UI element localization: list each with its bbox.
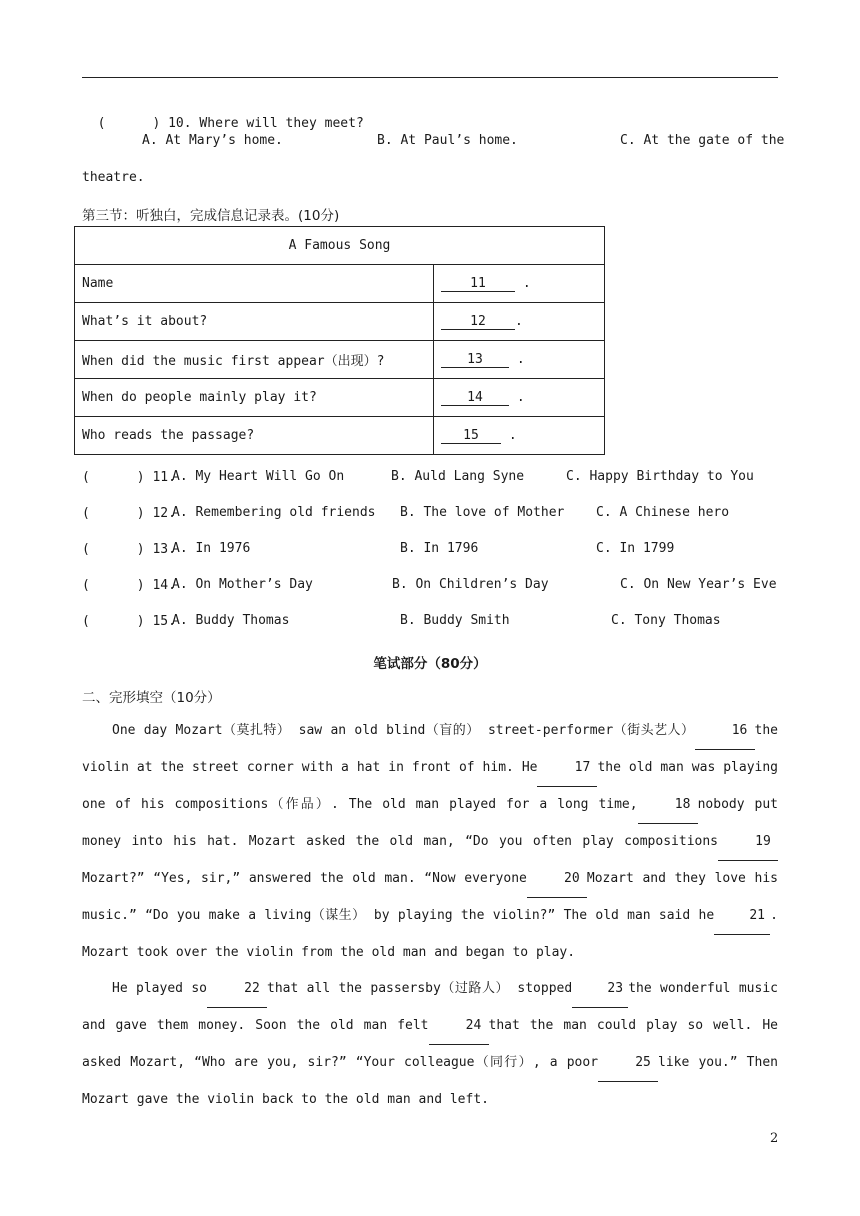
option-a: A. My Heart Will Go On [172,469,345,484]
answer-paren[interactable]: ( ) [82,614,145,629]
question-15 [82,613,176,631]
option-b: B. The love of Mother [400,505,565,520]
cloze-passage [82,713,778,1118]
answer-paren[interactable]: ( ) [82,542,145,557]
question-number: 14. [152,578,176,593]
question-13 [82,541,176,559]
table-row [75,303,605,341]
cloze-blank[interactable]: 17 [537,750,597,787]
cloze-blank[interactable]: 16 [695,713,755,750]
table-row [75,341,605,379]
header-rule [82,77,778,78]
option-c: C. Tony Thomas [611,613,721,628]
paragraph-1 [82,713,778,971]
option-b: B. Auld Lang Syne [391,469,525,484]
question-11 [82,469,176,487]
option-b: B. In 1796 [400,541,479,556]
option-b: B. At Paul’s home. [377,133,518,148]
passage-text: the wonderful music and gave them money. Soon the old man felt [82,981,778,1033]
passage-text: Mozart and they love his music.” “Do you make a living（谋生） by playing the violin?” The old man said he [82,871,779,923]
passage-text: . Mozart took over the violin from the old man and began to play. [82,908,778,960]
row-label: When do people mainly play it? [75,379,434,417]
cloze-blank[interactable]: 19 [718,824,778,861]
option-b: B. On Children’s Day [392,577,549,592]
period: . [522,275,531,291]
question-10 [82,97,364,133]
option-c: C. On New Year’s Eve [620,577,777,592]
period: . [516,389,525,405]
table-row [75,265,605,303]
passage-text: the violin at the street corner with a hat in front of him. He [82,723,778,775]
passage-text: One day Mozart（莫扎特） saw an old blind（盲的） street-performer（街头艺人） [112,723,695,738]
answer-blank[interactable]: 15 [441,429,501,444]
section-3-title: 第三节：听独白，完成信息记录表。(10分) [82,208,340,224]
passage-text: that all the passersby（过路人） stopped [267,981,573,996]
cloze-blank[interactable]: 20 [527,861,587,898]
passage-text: Mozart?” “Yes, sir,” answered the old man. “Now everyone [82,871,527,886]
answer-blank[interactable]: 11 [441,277,515,292]
option-a: A. In 1976 [172,541,251,556]
option-c: C. At the gate of the [620,133,785,148]
paragraph-2 [82,971,778,1118]
passage-text: nobody put money into his hat. Mozart asked the old man, “Do you often play compositions [82,797,778,849]
table-row [75,379,605,417]
cloze-blank[interactable]: 24 [429,1008,489,1045]
row-label: Name [75,265,434,303]
part-2-title: 二、完形填空（10分） [82,690,221,706]
answer-paren[interactable]: ( ) [82,506,145,521]
question-number: 15. [152,614,176,629]
answer-blank[interactable]: 13 [441,353,509,368]
table-row [75,417,605,455]
period: . [515,313,523,329]
info-table [74,226,605,455]
table-header: A Famous Song [75,227,605,265]
question-number: 12. [152,506,176,521]
period: . [508,427,517,443]
option-a: A. Buddy Thomas [172,613,290,628]
answer-paren[interactable]: ( ) [82,470,145,485]
answer-blank[interactable]: 12 [441,315,515,330]
option-c: C. Happy Birthday to You [566,469,754,484]
cloze-blank[interactable]: 18 [638,787,698,824]
written-section-title: 笔试部分（80分） [373,656,487,672]
row-label: When did the music first appear（出现）? [75,341,434,379]
question-14 [82,577,176,595]
option-c: C. A Chinese hero [596,505,730,520]
cloze-blank[interactable]: 21 [714,898,770,935]
period: . [516,351,525,367]
passage-text: the old man was playing one of his compositions（作品）. The old man played for a long time, [82,760,779,812]
answer-blank[interactable]: 14 [441,391,509,406]
passage-text: like you.” Then Mozart gave the violin back to the old man and left. [82,1055,778,1107]
option-a: A. On Mother’s Day [172,577,313,592]
row-label: What’s it about? [75,303,434,341]
option-c-continued: theatre. [82,170,145,185]
answer-paren[interactable]: ( ) [82,578,145,593]
option-a: A. At Mary’s home. [142,133,283,148]
option-b: B. Buddy Smith [400,613,510,628]
passage-text: that the man could play so well. He asked Mozart, “Who are you, sir?” “Your colleague（同行）, a poor [82,1018,778,1070]
question-12 [82,505,176,523]
cloze-blank[interactable]: 25 [598,1045,658,1082]
question-number: 13. [152,542,176,557]
option-c: C. In 1799 [596,541,675,556]
question-number: 11. [152,470,176,485]
option-a: A. Remembering old friends [172,505,376,520]
page-number: 2 [770,1131,779,1146]
cloze-blank[interactable]: 22 [207,971,267,1008]
row-label: Who reads the passage? [75,417,434,455]
passage-text: He played so [112,981,207,996]
answer-paren[interactable]: ( ) [97,116,161,131]
question-stem: 10. Where will they meet? [168,116,364,131]
cloze-blank[interactable]: 23 [572,971,628,1008]
